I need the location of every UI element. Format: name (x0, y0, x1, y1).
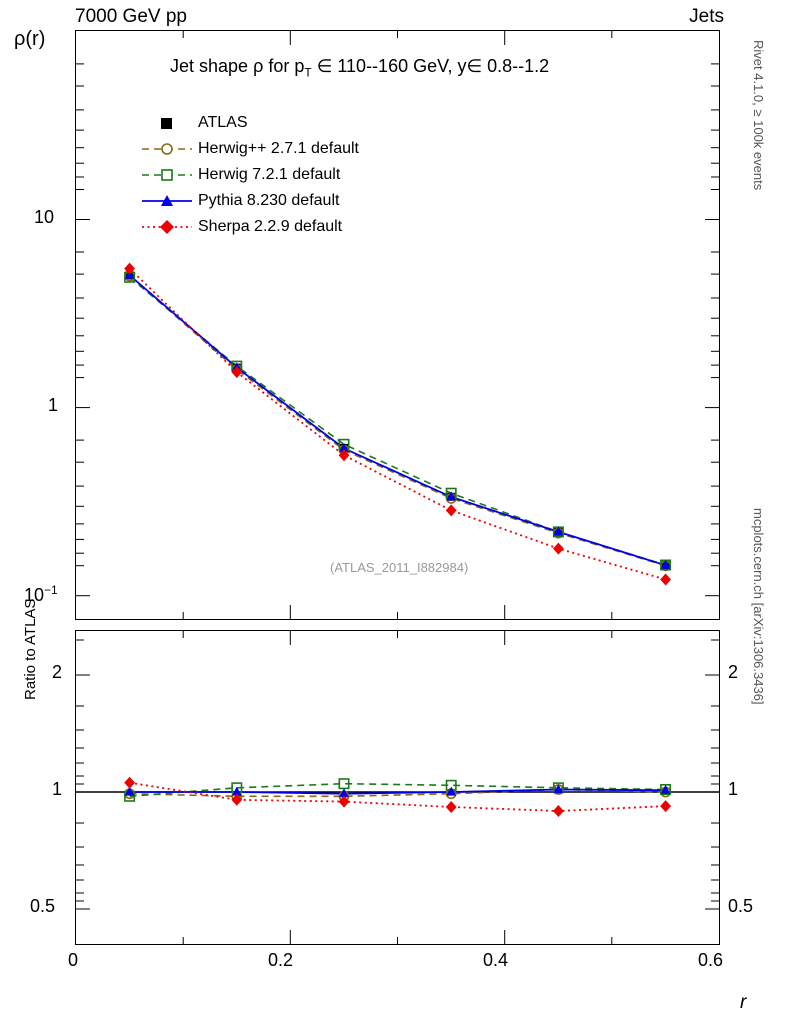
main-plot-title (170, 56, 549, 80)
xtick-0p2: 0.2 (268, 950, 294, 970)
ratio-x-ticks (183, 631, 612, 944)
series-points-herwigpp (125, 271, 670, 570)
title-suffix: ∈ 110--160 GeV, y∈ 0.8--1.2 (311, 56, 550, 76)
legend-marker-sherpa (140, 216, 198, 238)
series-points-herwig7 (125, 273, 670, 570)
legend-marker-herwig7 (140, 164, 198, 186)
main-ytick-10: 10 (34, 207, 55, 227)
xtick-0p4: 0.4 (483, 950, 509, 970)
ratio-y-ticks (76, 640, 719, 909)
ratio-ytick-2-right: 2 (728, 662, 739, 682)
main-ytick-1: 1 (48, 395, 59, 415)
legend-label-pythia: Pythia 8.230 default (198, 192, 340, 209)
title-rho: ρ (253, 56, 264, 76)
series-points-sherpa (124, 263, 671, 586)
legend-marker-pythia (140, 190, 198, 212)
main-y-major-ticks (76, 220, 719, 596)
rivet-version-caption: Rivet 4.1.0, ≥ 100k events (751, 40, 766, 191)
legend-item-herwig7 (140, 162, 430, 188)
legend-marker-herwigpp (140, 138, 198, 160)
legend-label-herwig7: Herwig 7.2.1 default (198, 166, 341, 183)
series-points-pythia (125, 270, 671, 569)
ratio-plot-panel (75, 630, 720, 945)
xtick-0p6: 0.6 (698, 950, 724, 970)
ratio-ytick-2-left: 2 (52, 662, 63, 682)
main-ytick-0p1-base: 10 (24, 585, 45, 605)
title-middle: for p (263, 56, 305, 76)
ratio-line-sherpa (130, 783, 666, 811)
main-ytick-0p1-exp: −1 (44, 583, 58, 597)
series-points-atlas (126, 271, 670, 569)
title-subscript: T (304, 65, 312, 80)
mcplots-arxiv-caption: mcplots.cern.ch [arXiv:1306.3436] (751, 508, 766, 705)
main-y-axis-label: ρ(r) (14, 28, 46, 50)
analysis-id-watermark: (ATLAS_2011_I882984) (330, 560, 469, 575)
legend (140, 110, 430, 240)
header-beam-label: 7000 GeV pp (75, 6, 187, 27)
title-prefix: Jet shape (170, 56, 254, 76)
legend-item-sherpa (140, 214, 430, 240)
ratio-points-sherpa (124, 777, 671, 817)
ratio-ytick-0p5-left: 0.5 (30, 896, 56, 916)
ratio-y-axis-label: Ratio to ATLAS (22, 598, 39, 700)
ratio-ytick-1-left: 1 (52, 779, 63, 799)
legend-item-herwigpp (140, 136, 430, 162)
legend-label-atlas: ATLAS (198, 114, 248, 131)
x-axis-label: r (740, 992, 747, 1013)
legend-label-sherpa: Sherpa 2.2.9 default (198, 218, 343, 235)
header-analysis-label: Jets (689, 6, 724, 27)
series-line-herwig7 (130, 277, 666, 565)
ratio-ytick-1-right: 1 (728, 779, 739, 799)
series-line-sherpa (130, 269, 666, 580)
series-line-herwigpp (130, 276, 666, 566)
legend-item-pythia (140, 188, 430, 214)
xtick-0: 0 (68, 950, 79, 970)
series-line-pythia (130, 275, 666, 565)
legend-marker-atlas (140, 112, 198, 134)
ratio-ytick-0p5-right: 0.5 (728, 896, 754, 916)
ratio-plot-svg (76, 631, 719, 944)
legend-item-atlas (140, 110, 430, 136)
legend-label-herwigpp: Herwig++ 2.7.1 default (198, 140, 359, 157)
